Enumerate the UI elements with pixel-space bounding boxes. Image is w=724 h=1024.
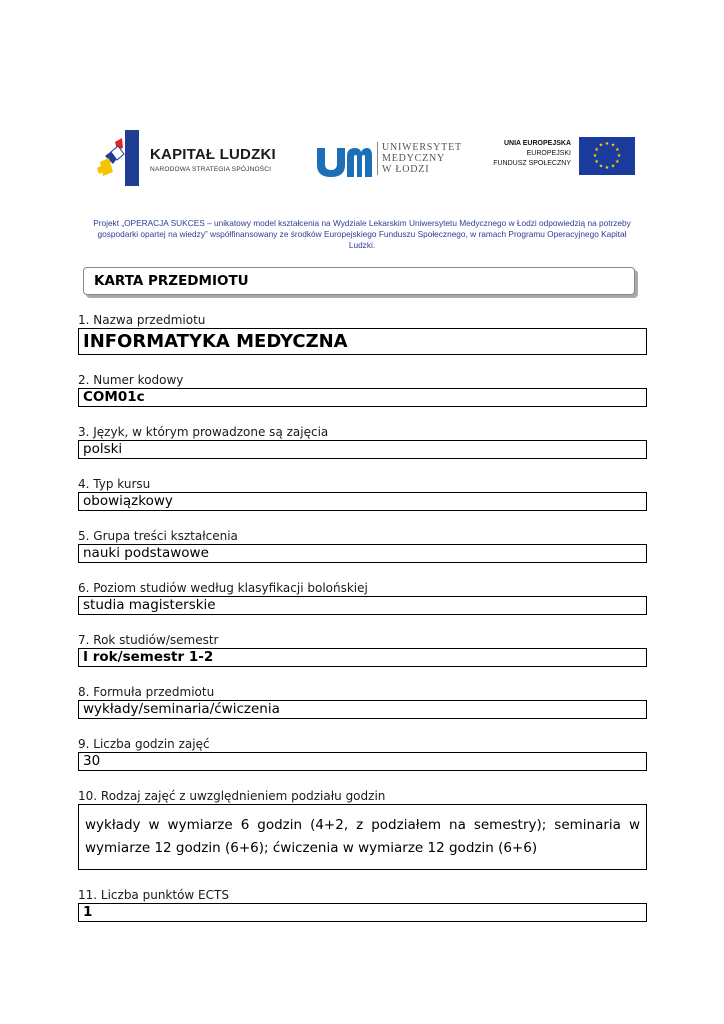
field-language [78, 425, 647, 459]
svg-text:★: ★ [598, 163, 604, 170]
svg-text:★: ★ [616, 153, 622, 159]
karta-header [83, 267, 635, 295]
field-label: 6. Poziom studiów według klasyfikacji bolońskiej [78, 581, 368, 595]
field-class-types [78, 789, 647, 870]
um-monogram-icon [315, 144, 373, 178]
university-logo [315, 136, 462, 186]
field-label: 7. Rok studiów/semestr [78, 633, 219, 647]
field-label: 10. Rodzaj zajęć z uwzględnieniem podziału godzin [78, 789, 386, 803]
svg-text:★: ★ [604, 141, 610, 147]
field-value: wykłady/seminaria/ćwiczenia [78, 700, 647, 719]
field-study-level [78, 581, 647, 615]
svg-text:★: ★ [615, 159, 620, 165]
university-line-2: MEDYCZNY [382, 153, 446, 164]
eu-logo [485, 135, 635, 183]
field-label: 4. Typ kursu [78, 477, 151, 491]
university-line-1: UNIWERSYTET [382, 142, 462, 153]
eu-line-3: FUNDUSZ SPOŁECZNY [493, 160, 571, 167]
field-value: nauki podstawowe [78, 544, 647, 563]
svg-text:★: ★ [598, 142, 604, 149]
eu-line-1: UNIA EUROPEJSKA [503, 140, 571, 147]
kapital-ludzki-logo [95, 128, 295, 188]
field-course-type [78, 477, 647, 511]
field-label: 9. Liczba godzin zajęć [78, 737, 210, 751]
field-value: wykłady w wymiarze 6 godzin (4+2, z podziałem na semestry); seminaria w wymiarze 12 godzin (6+6); ćwiczenia w wymiarze 12 godzin (6+6) [78, 804, 647, 870]
svg-text:★: ★ [594, 159, 599, 165]
university-name [377, 142, 462, 175]
kapital-ludzki-title: KAPITAŁ LUDZKI [150, 146, 276, 163]
kapital-ludzki-emblem-icon [95, 128, 147, 188]
svg-text:★: ★ [610, 163, 616, 170]
field-label: 11. Liczba punktów ECTS [78, 888, 229, 902]
eu-text [493, 139, 571, 169]
field-value: polski [78, 440, 647, 459]
field-content-group [78, 529, 647, 563]
field-hours [78, 737, 647, 771]
eu-flag-icon [579, 137, 635, 175]
svg-text:★: ★ [610, 142, 616, 149]
field-value: studia magisterskie [78, 596, 647, 615]
field-label: 5. Grupa treści kształcenia [78, 529, 238, 543]
field-code [78, 373, 647, 407]
field-value: I rok/semestr 1-2 [78, 648, 647, 667]
field-ects [78, 888, 647, 922]
field-course-name [78, 313, 647, 355]
project-note: Projekt „OPERACJA SUKCES – unikatowy model kształcenia na Wydziale Lekarskim Uniwersytetu Medycznego w Łodzi odpowiedzią na potrzeby gospodarki opartej na wiedzy” współfinansowany ze środków Europejskiego Funduszu Społecznego, w ramach Programu Operacyjnego Kapitał Ludzki. [93, 218, 631, 250]
svg-text:★: ★ [592, 153, 598, 159]
field-value: INFORMATYKA MEDYCZNA [78, 328, 647, 355]
field-label: 1. Nazwa przedmiotu [78, 313, 206, 327]
karta-title: KARTA PRZEDMIOTU [94, 273, 249, 289]
field-value: obowiązkowy [78, 492, 647, 511]
field-value: COM01c [78, 388, 647, 407]
course-fields [78, 313, 647, 940]
header-logos [95, 128, 635, 188]
kapital-ludzki-subtitle: NARODOWA STRATEGIA SPÓJNOŚCI [150, 166, 272, 173]
eu-line-2: EUROPEJSKI [526, 150, 571, 157]
field-label: 3. Język, w którym prowadzone są zajęcia [78, 425, 329, 439]
field-course-formula [78, 685, 647, 719]
field-value: 1 [78, 903, 647, 922]
university-line-3: W ŁODZI [382, 164, 430, 175]
svg-text:★: ★ [615, 147, 620, 153]
field-year-semester [78, 633, 647, 667]
field-label: 8. Formuła przedmiotu [78, 685, 215, 699]
svg-text:★: ★ [594, 147, 599, 153]
field-value: 30 [78, 752, 647, 771]
svg-text:★: ★ [604, 165, 610, 171]
field-label: 2. Numer kodowy [78, 373, 184, 387]
